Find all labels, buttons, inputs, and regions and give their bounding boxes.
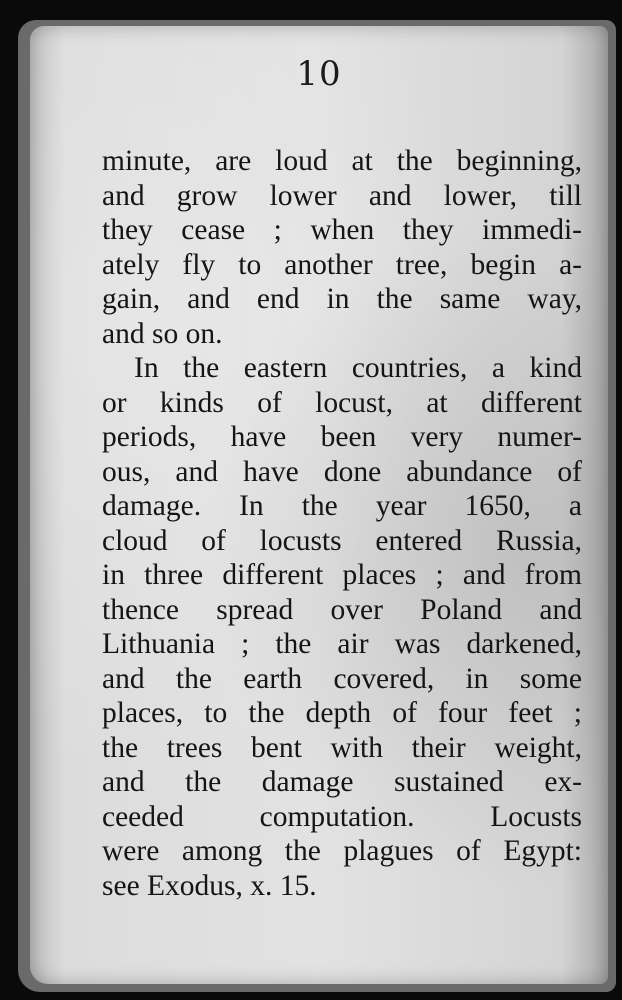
book-page xyxy=(30,26,608,984)
text-line: and grow lower and lower, till xyxy=(102,179,582,212)
text-line: in three different places ; and from xyxy=(102,559,582,591)
text-line: were among the plagues of Egypt: xyxy=(102,835,582,867)
text-line: damage. In the year 1650, a xyxy=(102,490,582,522)
text-line: Lithuania ; the air was darkened, xyxy=(102,628,582,660)
text-line: minute, are loud at the beginning, xyxy=(102,145,582,177)
text-line: and so on. xyxy=(102,317,223,350)
text-line: the trees bent with their weight, xyxy=(102,731,582,764)
text-line: gain, and end in the same way, xyxy=(102,283,582,315)
text-line: ceeded computation. Locusts xyxy=(102,800,582,833)
text-line: thence spread over Poland and xyxy=(102,593,582,626)
text-line: ately fly to another tree, begin a- xyxy=(102,248,582,281)
text-line: they cease ; when they immedi- xyxy=(102,214,582,246)
page-number: 10 xyxy=(296,54,342,94)
text-line: In the eastern countries, a kind xyxy=(134,352,582,384)
text-line: and the damage sustained ex- xyxy=(102,766,582,798)
text-line: ous, and have done abundance of xyxy=(102,455,582,488)
text-line: places, to the depth of four feet ; xyxy=(102,697,582,729)
text-line: cloud of locusts entered Russia, xyxy=(102,524,582,557)
text-line: or kinds of locust, at different xyxy=(102,386,582,419)
text-line: periods, have been very numer- xyxy=(102,421,582,453)
text-line: see Exodus, x. 15. xyxy=(102,869,317,902)
body-text xyxy=(102,144,582,903)
text-line: and the earth covered, in some xyxy=(102,662,582,695)
